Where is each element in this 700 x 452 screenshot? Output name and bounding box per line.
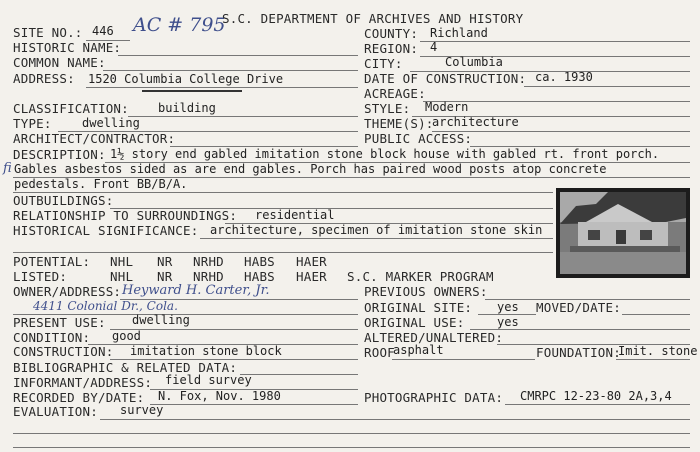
moved-label: MOVED/DATE: <box>536 300 621 315</box>
original-use-value: yes <box>497 315 519 329</box>
evaluation-label: EVALUATION: <box>13 404 98 419</box>
architect-label: ARCHITECT/CONTRACTOR: <box>13 131 176 146</box>
bibliographic-label: BIBLIOGRAPHIC & RELATED DATA: <box>13 360 238 375</box>
previous-owners-label: PREVIOUS OWNERS: <box>364 284 488 299</box>
city-label: CITY: <box>364 56 403 71</box>
style-label: STYLE: <box>364 101 411 116</box>
evaluation-value: survey <box>120 403 164 417</box>
moved-line <box>622 314 690 315</box>
relationship-label: RELATIONSHIP TO SURROUNDINGS: <box>13 208 238 223</box>
site-no-label: SITE NO.: <box>13 25 83 40</box>
roof-value: asphalt <box>393 343 444 357</box>
description-line-3: pedestals. Front BB/B/A. <box>14 177 188 191</box>
themes-label: THEME(S): <box>364 116 434 131</box>
description-label: DESCRIPTION: <box>13 147 106 162</box>
address-line <box>86 87 358 88</box>
site-no-value: 446 <box>92 24 114 38</box>
recorded-line <box>150 404 358 405</box>
historic-name-line <box>118 55 358 56</box>
significance-label: HISTORICAL SIGNIFICANCE: <box>13 223 199 238</box>
photo-data-value: CMRPC 12-23-80 2A,3,4 <box>520 389 672 403</box>
county-value: Richland <box>430 26 488 40</box>
construction-value: imitation stone block <box>130 344 282 358</box>
site-photograph <box>556 188 690 278</box>
acreage-label: ACREAGE: <box>364 86 426 101</box>
foundation-value: Imit. stone <box>618 344 698 358</box>
outbuildings-label: OUTBUILDINGS: <box>13 193 114 208</box>
potential-nrhd: NRHD <box>193 254 224 269</box>
listed-label: LISTED: <box>13 269 68 284</box>
owner-label: OWNER/ADDRESS: <box>13 284 122 299</box>
bottom-line-1 <box>13 433 690 434</box>
date-label: DATE OF CONSTRUCTION: <box>364 71 527 86</box>
present-use-line <box>110 329 358 330</box>
description-line-1: 1½ story end gabled imitation stone block house with gabled rt. front porch. <box>110 147 660 161</box>
classification-line <box>128 116 358 117</box>
photo-data-line <box>505 404 690 405</box>
themes-value: architecture <box>432 115 519 129</box>
listed-nhl: NHL <box>110 269 134 284</box>
county-label: COUNTY: <box>364 26 419 41</box>
listed-haer: HAER <box>296 269 327 284</box>
informant-label: INFORMANT/ADDRESS: <box>13 375 153 390</box>
recorded-label: RECORDED BY/DATE: <box>13 390 145 405</box>
date-line <box>524 86 690 87</box>
potential-haer: HAER <box>296 254 327 269</box>
listed-nrhd: NRHD <box>193 269 224 284</box>
address-handmark <box>142 90 242 92</box>
informant-value: field survey <box>165 373 252 387</box>
type-label: TYPE: <box>13 116 52 131</box>
recorded-value: N. Fox, Nov. 1980 <box>158 389 281 403</box>
evaluation-line <box>100 419 690 420</box>
classification-label: CLASSIFICATION: <box>13 101 129 116</box>
condition-value: good <box>112 329 141 343</box>
present-use-label: PRESENT USE: <box>13 315 106 330</box>
marker-program-label: S.C. MARKER PROGRAM <box>347 269 494 284</box>
common-name-label: COMMON NAME: <box>13 55 106 70</box>
region-label: REGION: <box>364 41 419 56</box>
potential-label: POTENTIAL: <box>13 254 91 269</box>
roof-label: ROOF <box>364 345 395 360</box>
type-value: dwelling <box>82 116 140 130</box>
margin-mark: fi <box>3 161 12 176</box>
relationship-value: residential <box>255 208 335 222</box>
address-value: 1520 Columbia College Drive <box>88 72 284 86</box>
style-value: Modern <box>425 100 469 114</box>
potential-nr: NR <box>157 254 173 269</box>
classification-value: building <box>158 101 216 115</box>
public-access-label: PUBLIC ACCESS: <box>364 131 473 146</box>
owner-line-2: 4411 Colonial Dr., Cola. <box>33 299 178 313</box>
foundation-line <box>616 359 690 360</box>
historic-name-label: HISTORIC NAME: <box>13 40 122 55</box>
county-line <box>420 41 690 42</box>
bottom-line-2 <box>13 447 690 448</box>
date-value: ca. 1930 <box>535 70 593 84</box>
roof-line <box>392 359 535 360</box>
city-value: Columbia <box>445 55 503 69</box>
original-site-value: yes <box>497 300 519 314</box>
construction-label: CONSTRUCTION: <box>13 344 114 359</box>
listed-habs: HABS <box>244 269 275 284</box>
form-title: S.C. DEPARTMENT OF ARCHIVES AND HISTORY <box>222 11 524 26</box>
owner-line-1: Heyward H. Carter, Jr. <box>122 283 270 298</box>
significance-line <box>200 238 553 239</box>
ac-number-handwritten: AC # 795 <box>133 14 226 36</box>
present-use-value: dwelling <box>132 313 190 327</box>
original-site-label: ORIGINAL SITE: <box>364 300 473 315</box>
photo-data-label: PHOTOGRAPHIC DATA: <box>364 390 504 405</box>
original-use-line <box>470 329 690 330</box>
blank-line <box>13 252 553 253</box>
region-value: 4 <box>430 40 438 54</box>
common-name-line <box>103 70 358 71</box>
foundation-label: FOUNDATION: <box>536 345 621 360</box>
significance-value: architecture, specimen of imitation stone skin <box>210 223 543 237</box>
potential-habs: HABS <box>244 254 275 269</box>
potential-nhl: NHL <box>110 254 134 269</box>
description-line-2: Gables asbestos sided as are end gables. Porch has paired wood posts atop concrete <box>14 162 607 176</box>
bibliographic-line <box>240 374 358 375</box>
condition-label: CONDITION: <box>13 330 91 345</box>
address-label: ADDRESS: <box>13 71 75 86</box>
original-use-label: ORIGINAL USE: <box>364 315 465 330</box>
listed-nr: NR <box>157 269 173 284</box>
altered-label: ALTERED/UNALTERED: <box>364 330 504 345</box>
